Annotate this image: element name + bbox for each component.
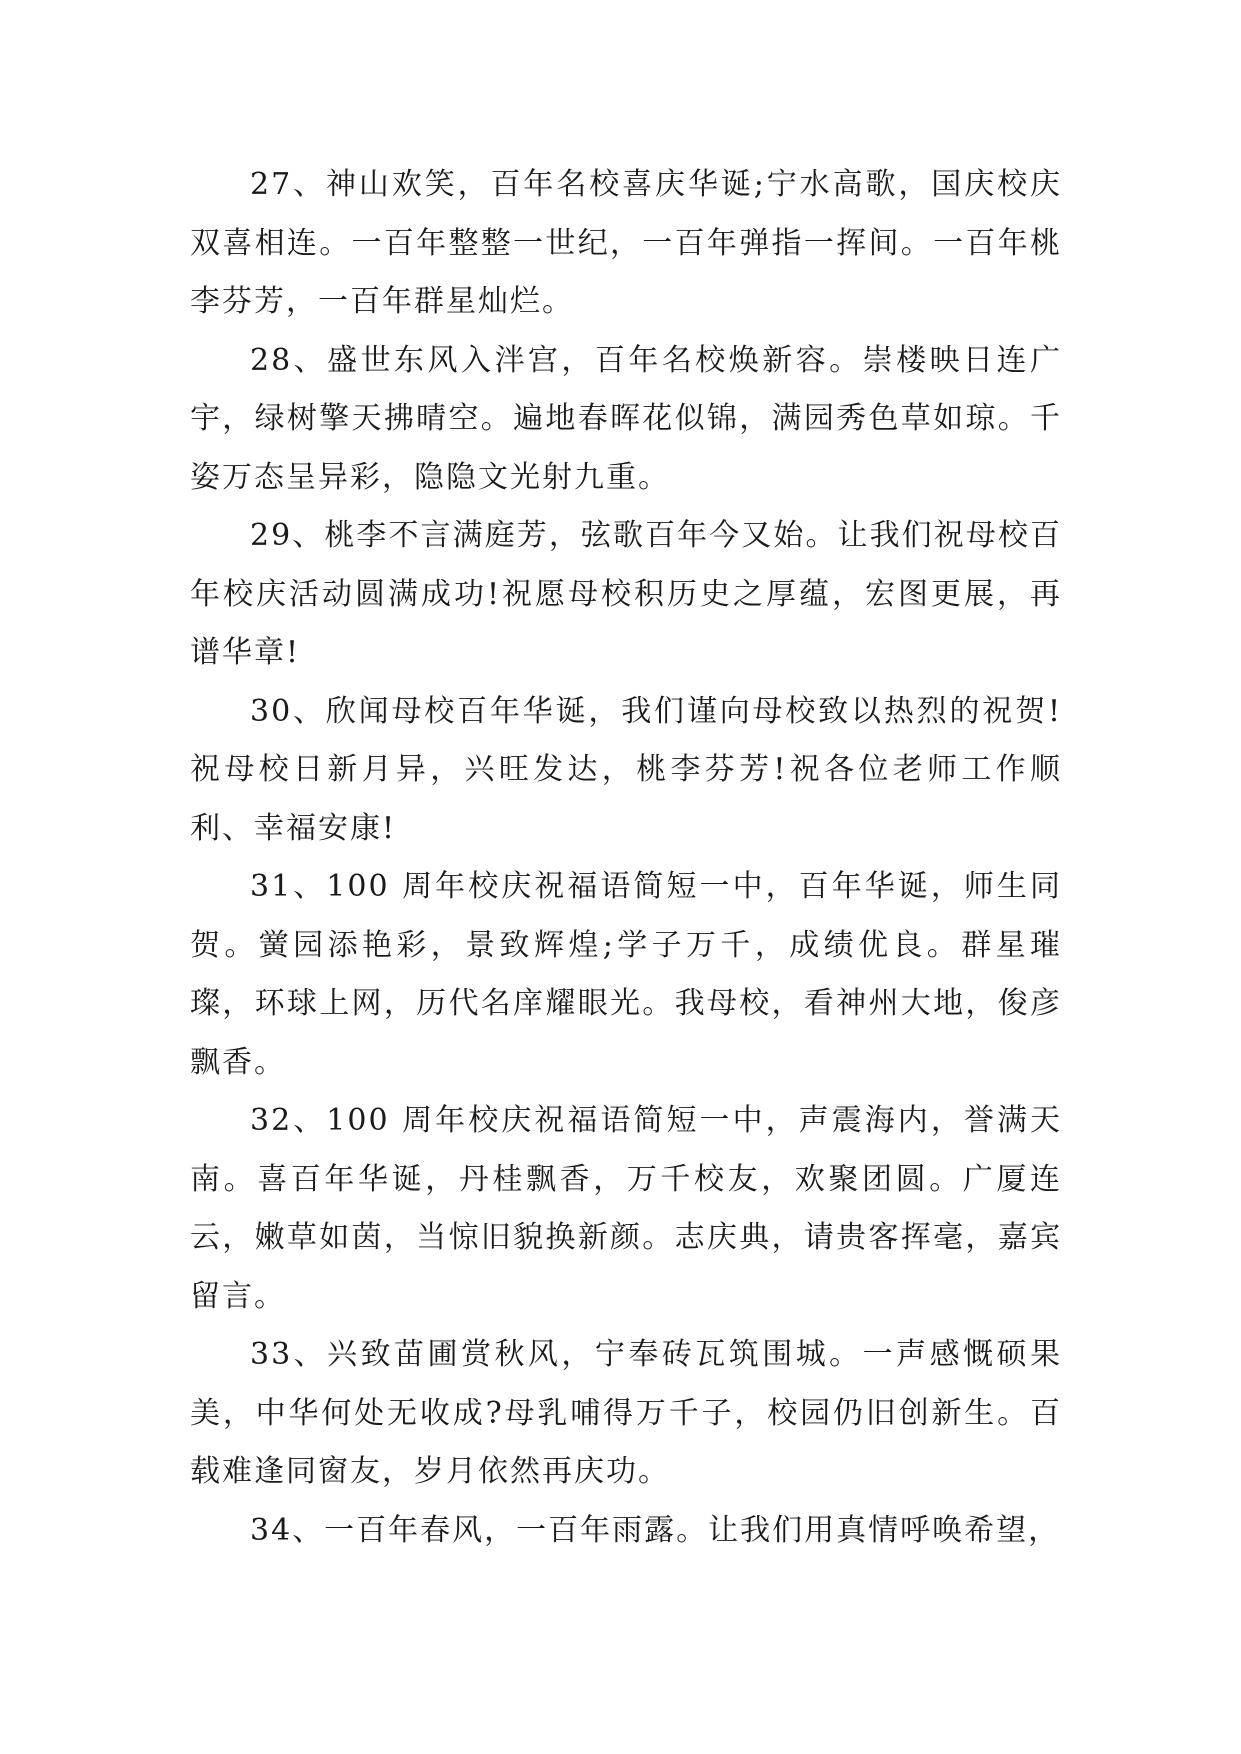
paragraph-28: 28、盛世东风入泮宫，百年名校焕新容。崇楼映日连广宇，绿树擎天拂晴空。遍地春晖花似锦，满园秀色草如琼。千姿万态呈异彩，隐隐文光射九重。 [190,342,1062,495]
paragraph-32: 32、100 周年校庆祝福语简短一中，声震海内，誉满天南。喜百年华诞，丹桂飘香，万千校友，欢聚团圆。广厦连云，嫩草如茵，当惊旧貌换新颜。志庆典，请贵客挥毫，嘉宾留言。 [190,1103,1062,1314]
paragraph-30: 30、欣闻母校百年华诞，我们谨向母校致以热烈的祝贺!祝母校日新月异，兴旺发达，桃李芬芳!祝各位老师工作顺利、幸福安康! [190,693,1062,846]
paragraph-31: 31、100 周年校庆祝福语简短一中，百年华诞，师生同贺。黉园添艳彩，景致辉煌;学子万千，成绩优良。群星璀璨，环球上网，历代名庠耀眼光。我母校，看神州大地，俊彦飘香。 [190,869,1062,1080]
paragraph-27: 27、神山欢笑，百年名校喜庆华诞;宁水高歌，国庆校庆双喜相连。一百年整整一世纪，一百年弹指一挥间。一百年桃李芬芳，一百年群星灿烂。 [190,167,1062,319]
document-body [190,156,1062,1560]
paragraph-34: 34、一百年春风，一百年雨露。让我们用真情呼唤希望， [250,1512,1061,1548]
paragraph-29: 29、桃李不言满庭芳，弦歌百年今又始。让我们祝母校百年校庆活动圆满成功!祝愿母校积历史之厚蕴，宏图更展，再谱华章! [190,518,1062,670]
paragraph-33: 33、兴致苗圃赏秋风，宁奉砖瓦筑围城。一声感慨硕果美，中华何处无收成?母乳哺得万千子，校园仍旧创新生。百载难逢同窗友，岁月依然再庆功。 [190,1337,1062,1489]
